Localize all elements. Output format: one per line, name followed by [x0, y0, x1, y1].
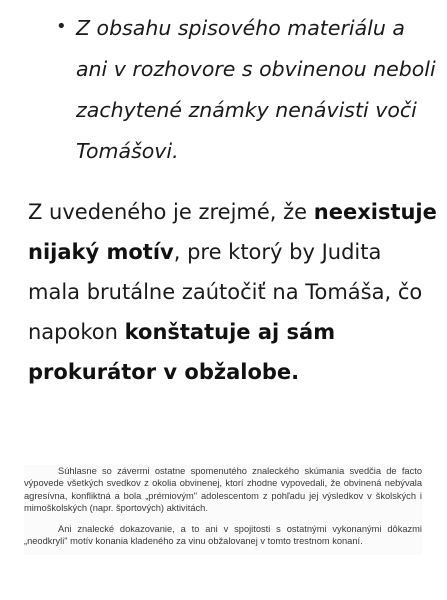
scan-paragraph-2: Ani znalecké dokazovanie, a to ani v spojitosti s ostatnými vykonanými dôkazmi „neodkryli" motív konania kladeného za vinu obžalovanej v tomto trestnom konaní.: [24, 523, 422, 547]
scan-paragraph-1: Súhlasne so závermi ostatne spomenutého znaleckého skúmania svedčia de facto výpovede všetkých svedkov z okolia obvinenej, ktorí zhodne vypovedali, že obvinená nebývala agresívna, konfliktná a bola „prémiovým" adolescentom z pohľadu jej výsledkov v školských i mimoškolských (napr. športových) aktivitách.: [24, 466, 422, 514]
paragraph-bold-2: konštatuje aj sám prokurátor v obžalobe.: [28, 320, 336, 384]
paragraph-text-2: , pre ktorý by Judita mala brutálne zaútočiť na Tomáša, čo napokon: [28, 240, 423, 344]
bullet-text: Z obsahu spisového materiálu a ani v rozhovore s obvinenou neboli zachytené známky nenávisti voči Tomášovi.: [76, 16, 436, 163]
main-paragraph: [28, 192, 438, 392]
bullet-dot-icon: •: [56, 16, 67, 37]
paragraph-bold-1: neexistuje nijaký motív: [28, 200, 437, 264]
paragraph-text-1: Z uvedeného je zrejmé, že: [28, 200, 314, 224]
scanned-excerpt: [24, 465, 422, 555]
bullet-item: [56, 8, 440, 172]
